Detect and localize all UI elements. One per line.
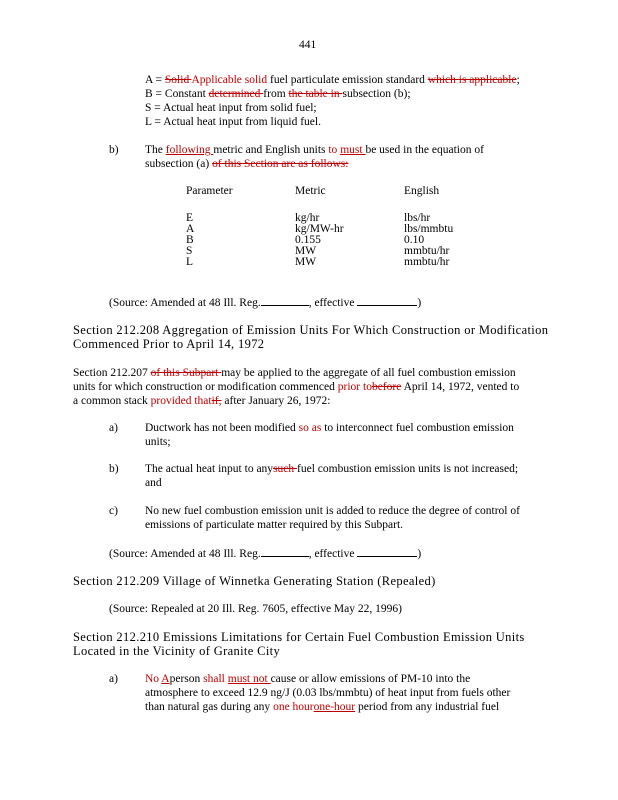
blank-line: [357, 545, 417, 557]
deleted-text: if,: [211, 395, 222, 407]
table-cell: 0.155: [295, 234, 321, 246]
table-column-metric: [295, 213, 344, 268]
section-210-item-a-line2: atmosphere to exceed 12.9 ng/J (0.03 lbs/mmbtu) of heat input from fuels other: [145, 687, 511, 699]
section-208-title: Section 212.208 Aggregation of Emission Units For Which Construction or Modification: [73, 323, 549, 337]
inserted-text: No: [145, 673, 162, 685]
table-header-metric: Metric: [295, 185, 326, 197]
subsection-b-line2: subsection (a) of this Section are as follows:: [145, 158, 349, 170]
section-210-item-a-line3: than natural gas during any one hourone-hour period from any industrial fuel: [145, 701, 500, 713]
table-header-parameter: Parameter: [186, 185, 233, 197]
table-cell: 0.10: [404, 234, 425, 246]
definition-l: L = Actual heat input from liquid fuel.: [145, 116, 321, 128]
section-208-para-line3: a common stack provided thatif, after January 26, 1972:: [73, 395, 331, 407]
table-cell: L: [186, 256, 194, 268]
inserted-text: shall: [203, 673, 228, 685]
item-a-line2: units;: [145, 436, 171, 448]
section-209-title: Section 212.209 Village of Winnetka Generating Station (Repealed): [73, 574, 436, 588]
table-cell: mmbtu/hr: [404, 245, 450, 257]
table-cell: E: [186, 212, 194, 224]
subsection-b-label: b): [109, 144, 119, 156]
definition-s: S = Actual heat input from solid fuel;: [145, 102, 317, 114]
definition-a: A = Solid Applicable solid fuel particulate emission standard which is applicable;: [145, 74, 520, 86]
item-a-label: a): [109, 422, 118, 434]
item-c-line1: No new fuel combustion emission unit is added to reduce the degree of control of: [145, 505, 520, 517]
inserted-text: must: [340, 144, 366, 156]
section-210-item-a-label: a): [109, 673, 118, 685]
inserted-text: to: [328, 144, 341, 156]
table-cell: kg/MW-hr: [295, 223, 344, 235]
table-cell: S: [186, 245, 193, 257]
section-210-title: Section 212.210 Emissions Limitations for Certain Fuel Combustion Emission Units: [73, 630, 525, 644]
table-cell: MW: [295, 245, 317, 257]
section-210-title-2: Located in the Vicinity of Granite City: [73, 644, 281, 658]
table-cell: lbs/hr: [404, 212, 431, 224]
definition-b: B = Constant determined from the table in subsection (b);: [145, 88, 411, 100]
inserted-text: Applicable solid: [191, 74, 271, 86]
item-c-line2: emissions of particulate matter required by this Subpart.: [145, 519, 404, 531]
deleted-text: determined: [208, 88, 264, 100]
deleted-text: the table in: [288, 88, 343, 100]
section-208-title-2: Commenced Prior to April 14, 1972: [73, 337, 265, 351]
deleted-text: which is applicable: [427, 74, 517, 86]
source-note: (Source: Amended at 48 Ill. Reg. , effective ): [109, 294, 421, 310]
item-c-label: c): [109, 505, 118, 517]
table-cell: kg/hr: [295, 212, 320, 224]
table-column-english: [404, 213, 453, 268]
inserted-text: must not: [227, 673, 271, 685]
blank-line: [357, 294, 417, 306]
table-column-parameter: [186, 213, 194, 268]
subsection-b-line1: The following metric and English units to must be used in the equation of: [145, 144, 484, 156]
table-cell: mmbtu/hr: [404, 256, 450, 268]
table-cell: lbs/mmbtu: [404, 223, 454, 235]
section-208-para-line1: Section 212.207 of this Subpart may be applied to the aggregate of all fuel combustion emission: [73, 367, 516, 379]
table-header-english: English: [404, 185, 440, 197]
deleted-text: of this Section are as follows:: [212, 158, 349, 170]
item-a-line1: Ductwork has not been modified so as to interconnect fuel combustion emission: [145, 422, 514, 434]
item-b-line1: The actual heat input to anysuch fuel combustion emission units is not increased;: [145, 463, 519, 475]
inserted-text: one hour: [273, 701, 314, 713]
item-b-label: b): [109, 463, 119, 475]
source-note: (Source: Amended at 48 Ill. Reg. , effective ): [109, 545, 421, 561]
deleted-text: of this Subpart: [150, 367, 222, 379]
deleted-text: Solid: [164, 74, 192, 86]
page-number: 441: [299, 39, 317, 51]
inserted-text: prior to: [337, 381, 372, 393]
deleted-text: such: [273, 463, 298, 475]
table-cell: A: [186, 223, 195, 235]
blank-line: [261, 545, 309, 557]
inserted-text: A: [161, 673, 170, 685]
deleted-text: before: [371, 381, 402, 393]
table-cell: B: [186, 234, 194, 246]
section-209-source: (Source: Repealed at 20 Ill. Reg. 7605, effective May 22, 1996): [109, 603, 402, 615]
item-b-line2: and: [145, 477, 162, 489]
blank-line: [261, 294, 309, 306]
inserted-text: one-hour: [313, 701, 356, 713]
section-208-para-line2: units for which construction or modification commenced prior tobefore April 14, 1972, vented to: [73, 381, 520, 393]
inserted-text: following: [165, 144, 214, 156]
inserted-text: provided that: [150, 395, 212, 407]
inserted-text: so as: [298, 422, 325, 434]
section-210-item-a-line1: No Aperson shall must not cause or allow emissions of PM-10 into the: [145, 673, 471, 685]
table-cell: MW: [295, 256, 317, 268]
